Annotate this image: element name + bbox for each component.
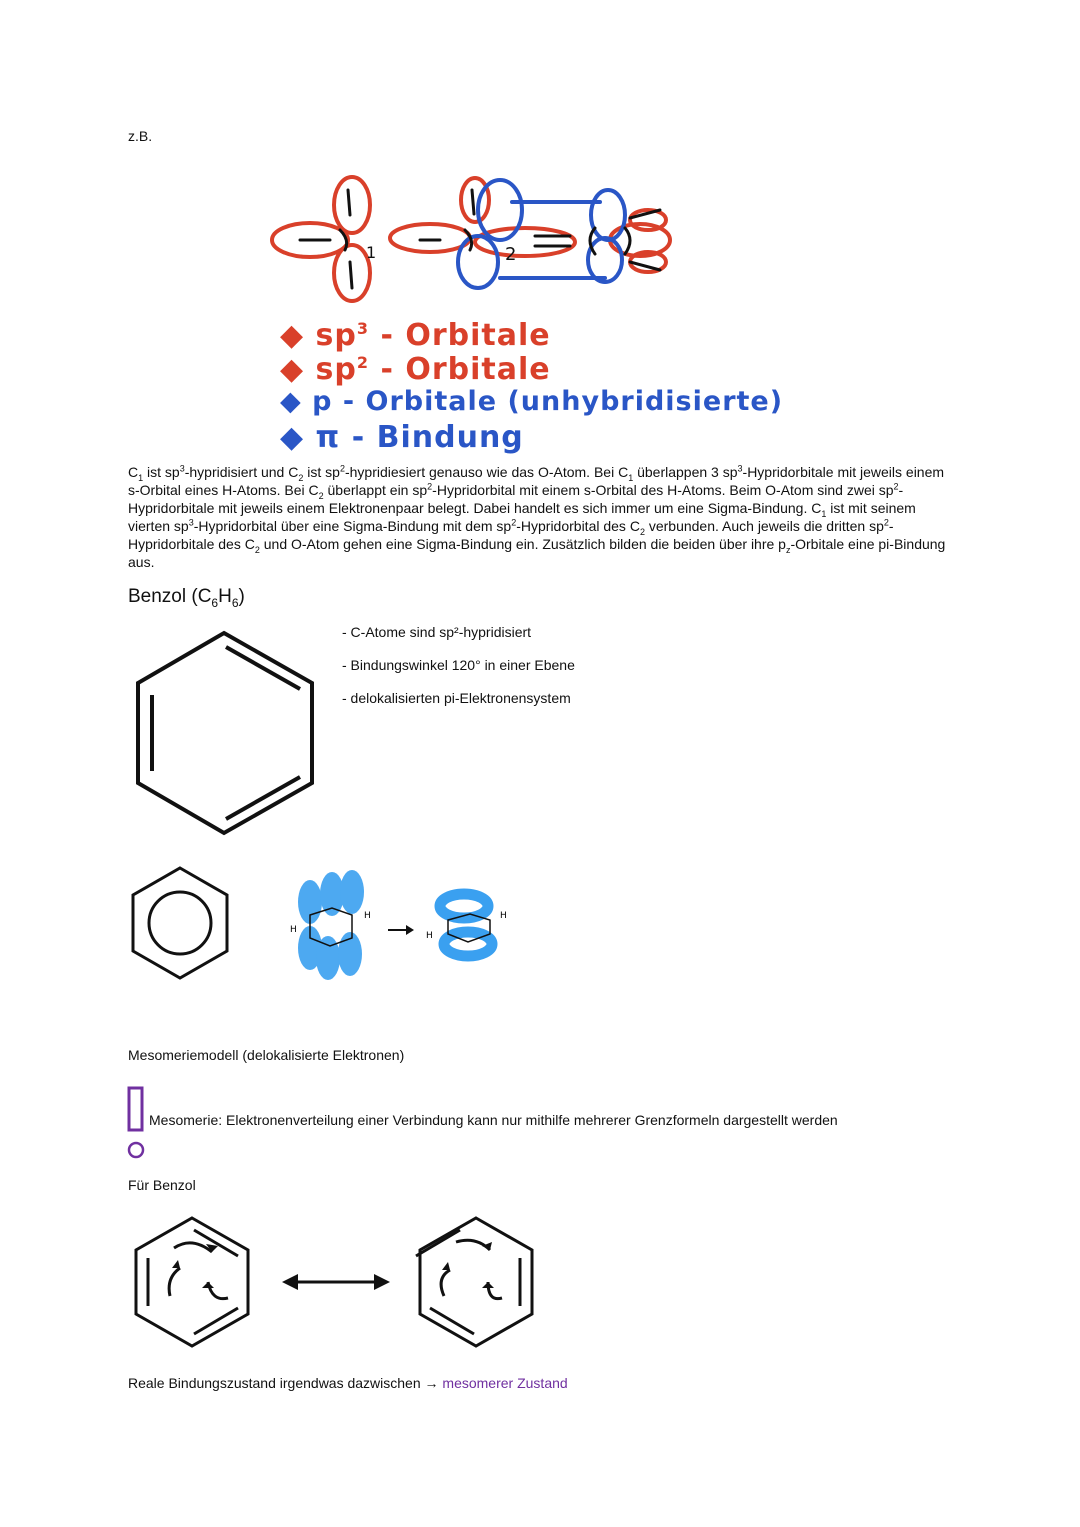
benzol-bullet-2: - Bindungswinkel 120° in einer Ebene [342, 657, 575, 673]
exclamation-icon [126, 1086, 146, 1162]
benzol-bullet-3: - delokalisierten pi-Elektronensystem [342, 690, 571, 706]
bullet-diamond-icon: ◆ [280, 352, 305, 387]
orbital-legend [280, 318, 783, 454]
sp3-lobe-top [334, 177, 370, 233]
intro-label: z.B. [128, 128, 153, 144]
c2-label: 2 [505, 244, 517, 265]
bullet-diamond-icon: ◆ [280, 318, 305, 353]
benzene-kekule-structure [130, 625, 325, 840]
benzol-heading: Benzol $(C_6H_6)$ [128, 586, 245, 610]
resonance-ring-right [420, 1218, 532, 1346]
benzene-ring-circle-structure [128, 865, 232, 983]
fuer-benzol-label: Für Benzol [128, 1177, 196, 1193]
benzol-bullet-1: - C-Atome sind sp²-hypridisiert [342, 624, 532, 640]
h-label: H [426, 931, 433, 941]
resonance-ring-left [136, 1218, 248, 1346]
h-label: H [290, 925, 297, 935]
bullet-diamond-icon: ◆ [280, 386, 302, 417]
p-lobe-o-top [591, 190, 625, 240]
sp2-lobe-top [461, 178, 489, 222]
c1-label: 1 [366, 243, 377, 262]
explanation-paragraph: $C_1$ ist $sp^3$-hypridisiert und $C_2$ ist $sp^2$-hypridiesiert genauso wie das O-Atom. Bei $C_1$ überlappen 3 $sp^3$-Hypridorbitale mit jeweils einem s-Orbital eines H-Atoms. Bei $C_2$ überlappt ein $sp^2$-Hypridorbital mit einem s-Orbital des H-Atoms. Beim O-Atom sind zwei $sp^2$-Hypridorbitale mit jeweils einem Elektronenpaar belegt. Dabei handelt es sich immer um eine Sigma-Bindung. $C_1$ ist mit seinem vierten $sp^3$-Hypridorbital über eine Sigma-Bindung mit dem $sp^2$-Hypridorbital des $C_2$ verbunden. Auch jeweils die dritten $sp^2$-Hypridorbitale des $C_2$ und O-Atom gehen eine Sigma-Bindung ein. Zusätzlich bilden die beiden über ihre $p_z$-Orbitale eine pi-Bindung aus. [128, 463, 946, 570]
resonance-structures [130, 1212, 540, 1352]
arrow-left-icon [282, 1274, 298, 1290]
mesomerer-zustand-highlight: mesomerer Zustand [442, 1375, 568, 1391]
legend-item-sp3: ◆ $sp^3$ - Orbitale [280, 318, 551, 353]
orbital-sketch [260, 170, 690, 310]
mesomerie-heading: Mesomeriemodell (delokalisierte Elektronen) [128, 1047, 405, 1063]
sp3-lobe-right [390, 224, 470, 252]
h-label: H [500, 911, 507, 921]
conclusion-text: Reale Bindungszustand irgendwas dazwischen → mesomerer Zustand [128, 1375, 568, 1391]
arrow-right-icon [406, 925, 414, 935]
legend-item-pi: ◆ π - Bindung [280, 420, 524, 455]
pi-orbital-overlap-illustration [280, 870, 520, 986]
mesomerie-definition: Mesomerie: Elektronenverteilung einer Verbindung kann nur mithilfe mehrerer Grenzformeln dargestellt werden [149, 1112, 838, 1128]
h-label: H [364, 911, 371, 921]
p-lobe-c2-bottom [458, 236, 498, 288]
legend-item-sp2: ◆ $sp^2$ - Orbitale [280, 352, 551, 387]
p-lobe-o-bottom [588, 238, 622, 282]
arrow-right-icon [374, 1274, 390, 1290]
legend-item-p: ◆ p - Orbitale (unhybridisierte) [280, 386, 784, 417]
bullet-diamond-icon: ◆ [280, 420, 305, 455]
